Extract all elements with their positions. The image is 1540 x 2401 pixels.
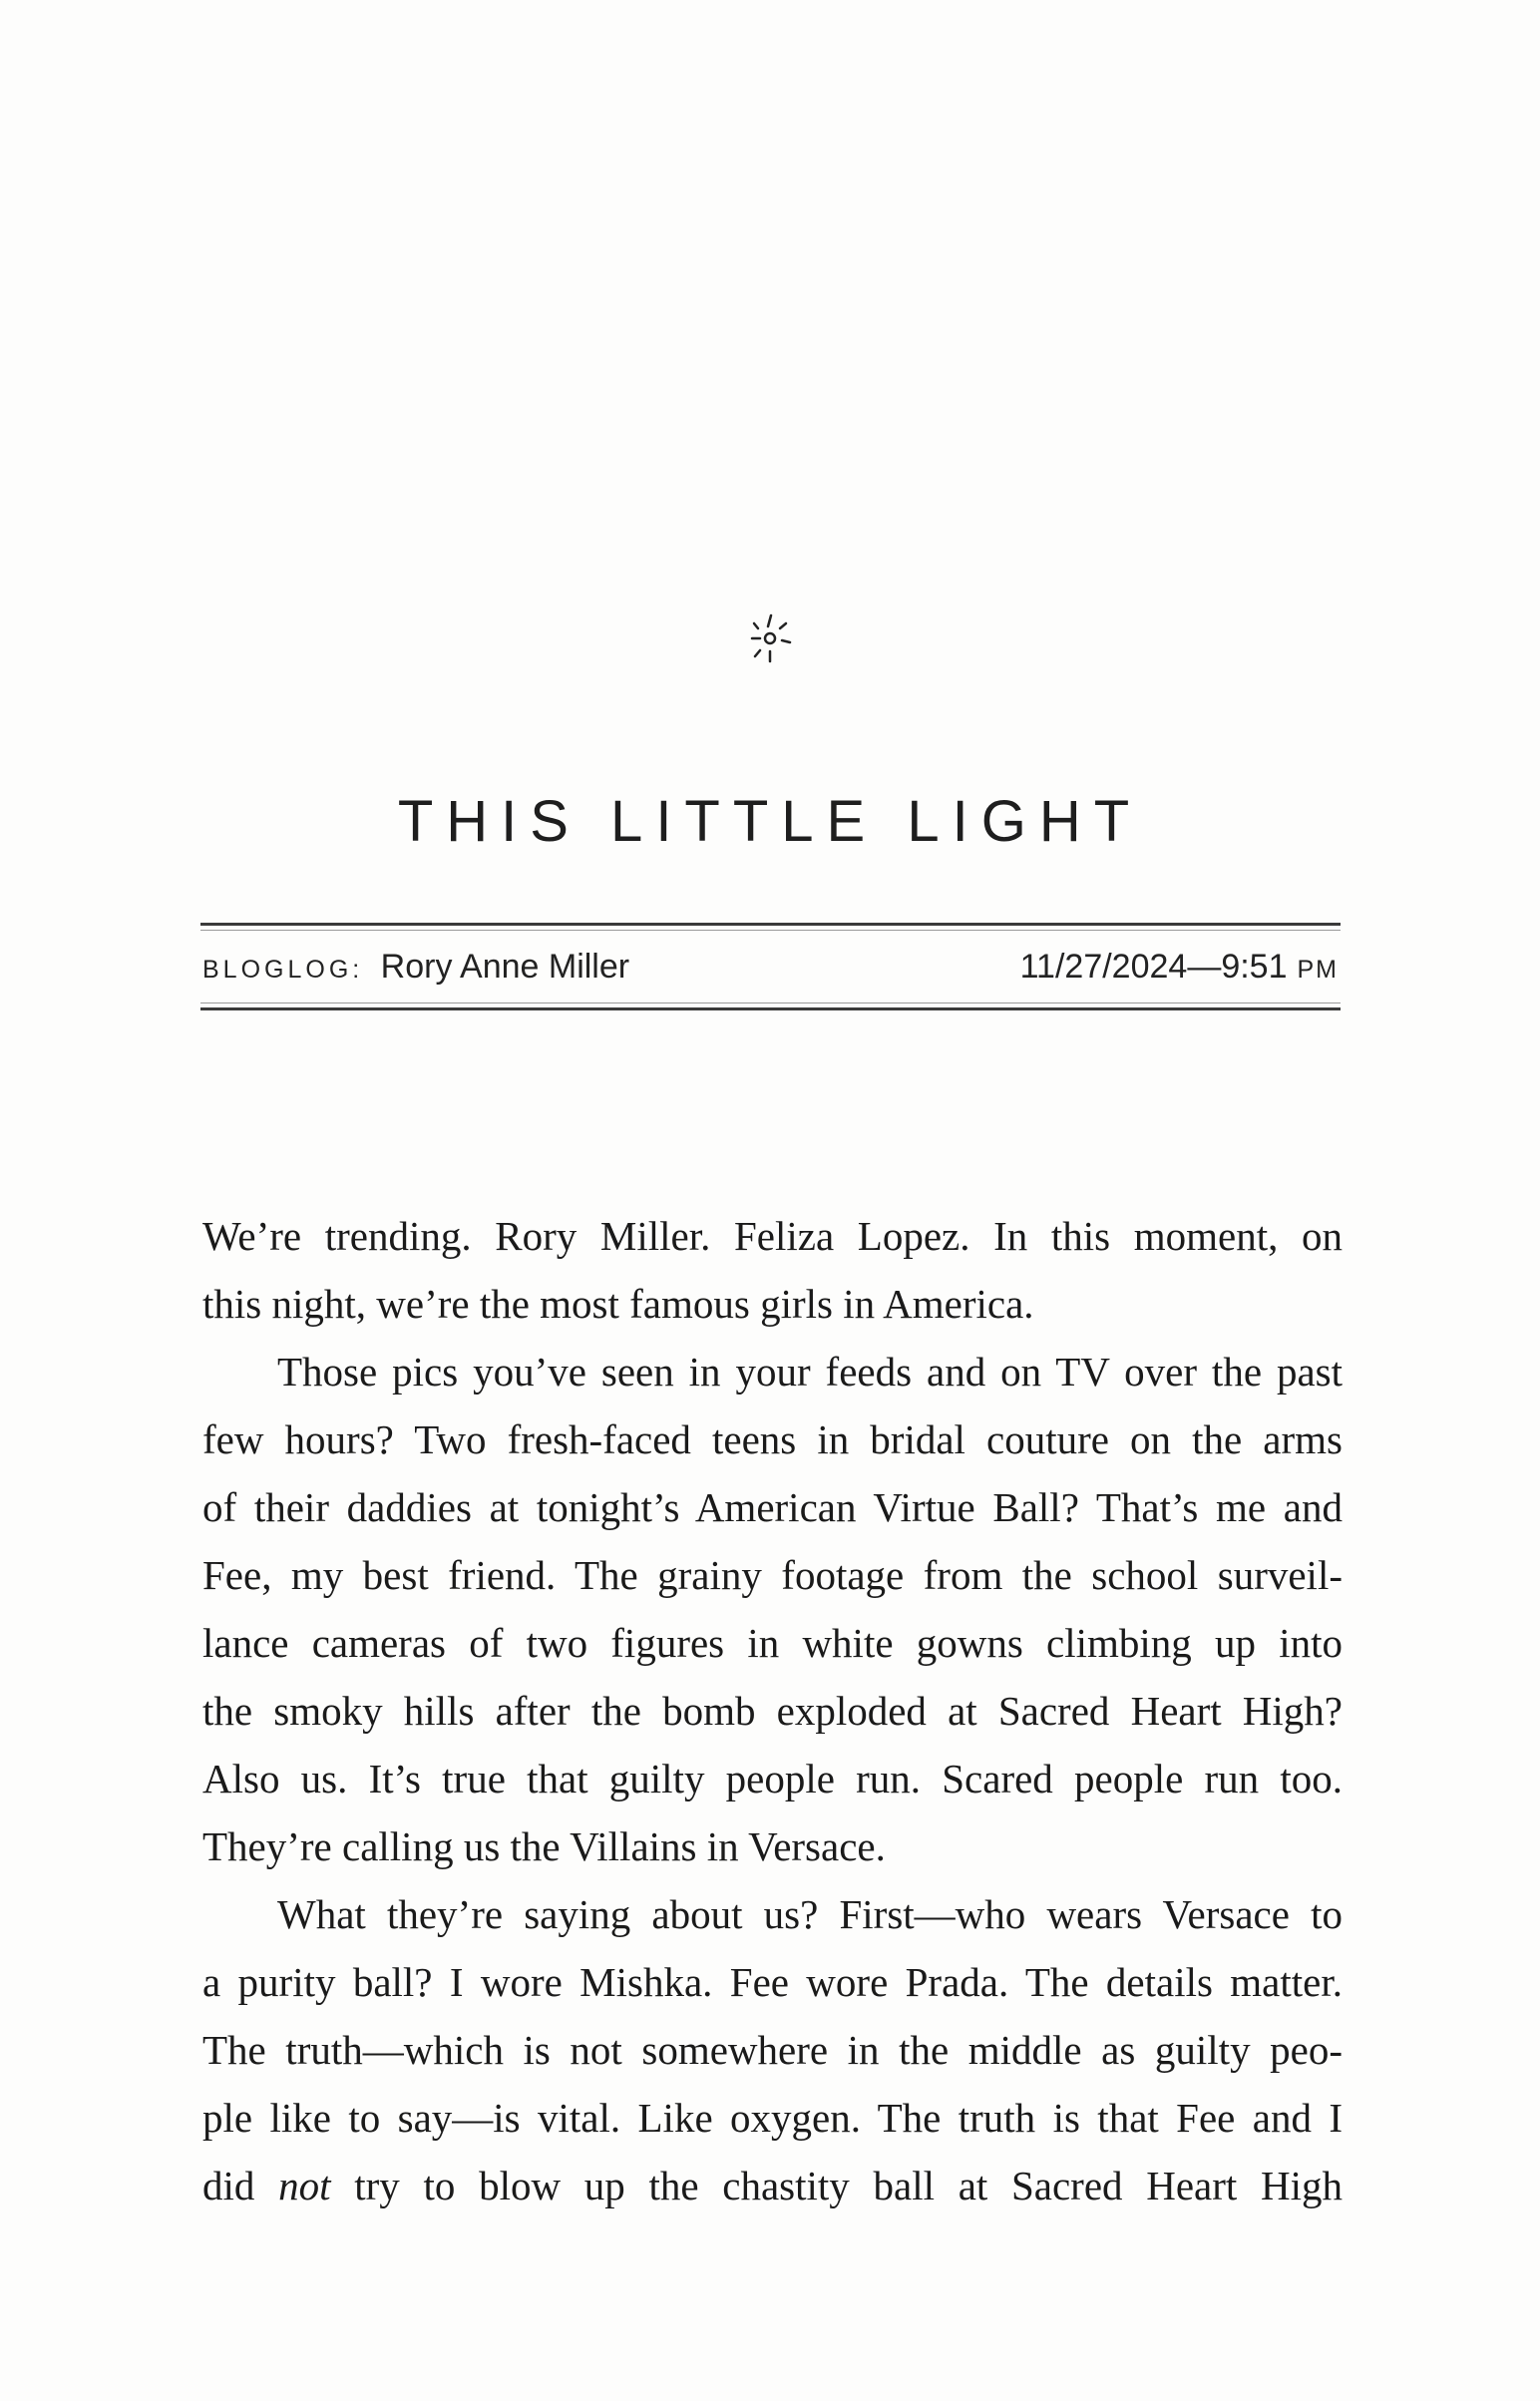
- text-line: this night, we’re the most famous girls in America.: [202, 1281, 1034, 1327]
- sparkle-sun-icon: [730, 599, 810, 678]
- text-line: What they’re saying about us? First—who wears Versace to: [277, 1891, 1343, 1937]
- blog-timestamp: [1020, 948, 1339, 987]
- blog-author: Rory Anne Miller: [380, 948, 630, 986]
- body-text: [202, 1202, 1343, 2219]
- text-line: of their daddies at tonight’s American Virtue Ball? That’s me and: [202, 1484, 1343, 1530]
- blog-meridiem: PM: [1297, 956, 1339, 984]
- text-line: The truth—which is not somewhere in the middle as guilty peo-: [202, 2027, 1343, 2073]
- emphasis-text: not: [278, 2163, 331, 2208]
- text-line: few hours? Two fresh-faced teens in bridal couture on the arms: [202, 1416, 1343, 1462]
- blog-byline: [202, 948, 629, 987]
- text-fragment: did: [202, 2163, 279, 2208]
- text-line: Also us. It’s true that guilty people run. Scared people run too.: [202, 1756, 1343, 1801]
- text-line: lance cameras of two figures in white gowns climbing up into: [202, 1620, 1343, 1666]
- text-line: We’re trending. Rory Miller. Feliza Lopez. In this moment, on: [202, 1213, 1343, 1259]
- chapter-title: THIS LITTLE LIGHT: [397, 789, 1143, 854]
- text-line: Fee, my best friend. The grainy footage from the school surveil-: [202, 1552, 1343, 1598]
- text-line: the smoky hills after the bomb exploded at Sacred Heart High?: [202, 1688, 1343, 1734]
- text-line: a purity ball? I wore Mishka. Fee wore Prada. The details matter.: [202, 1959, 1343, 2005]
- text-fragment: try to blow up the chastity ball at Sacred Heart High: [330, 2163, 1343, 2208]
- text-line: Those pics you’ve seen in your feeds and on TV over the past: [277, 1349, 1343, 1395]
- blog-header: [200, 923, 1341, 1010]
- text-line: ple like to say—is vital. Like oxygen. The truth is that Fee and I: [202, 2095, 1343, 2141]
- blog-datetime: 11/27/2024—9:51: [1019, 948, 1288, 986]
- text-line: They’re calling us the Villains in Versace.: [202, 1823, 886, 1869]
- text-line-last: [202, 2152, 1343, 2219]
- blog-label: BLOGLOG:: [202, 956, 364, 984]
